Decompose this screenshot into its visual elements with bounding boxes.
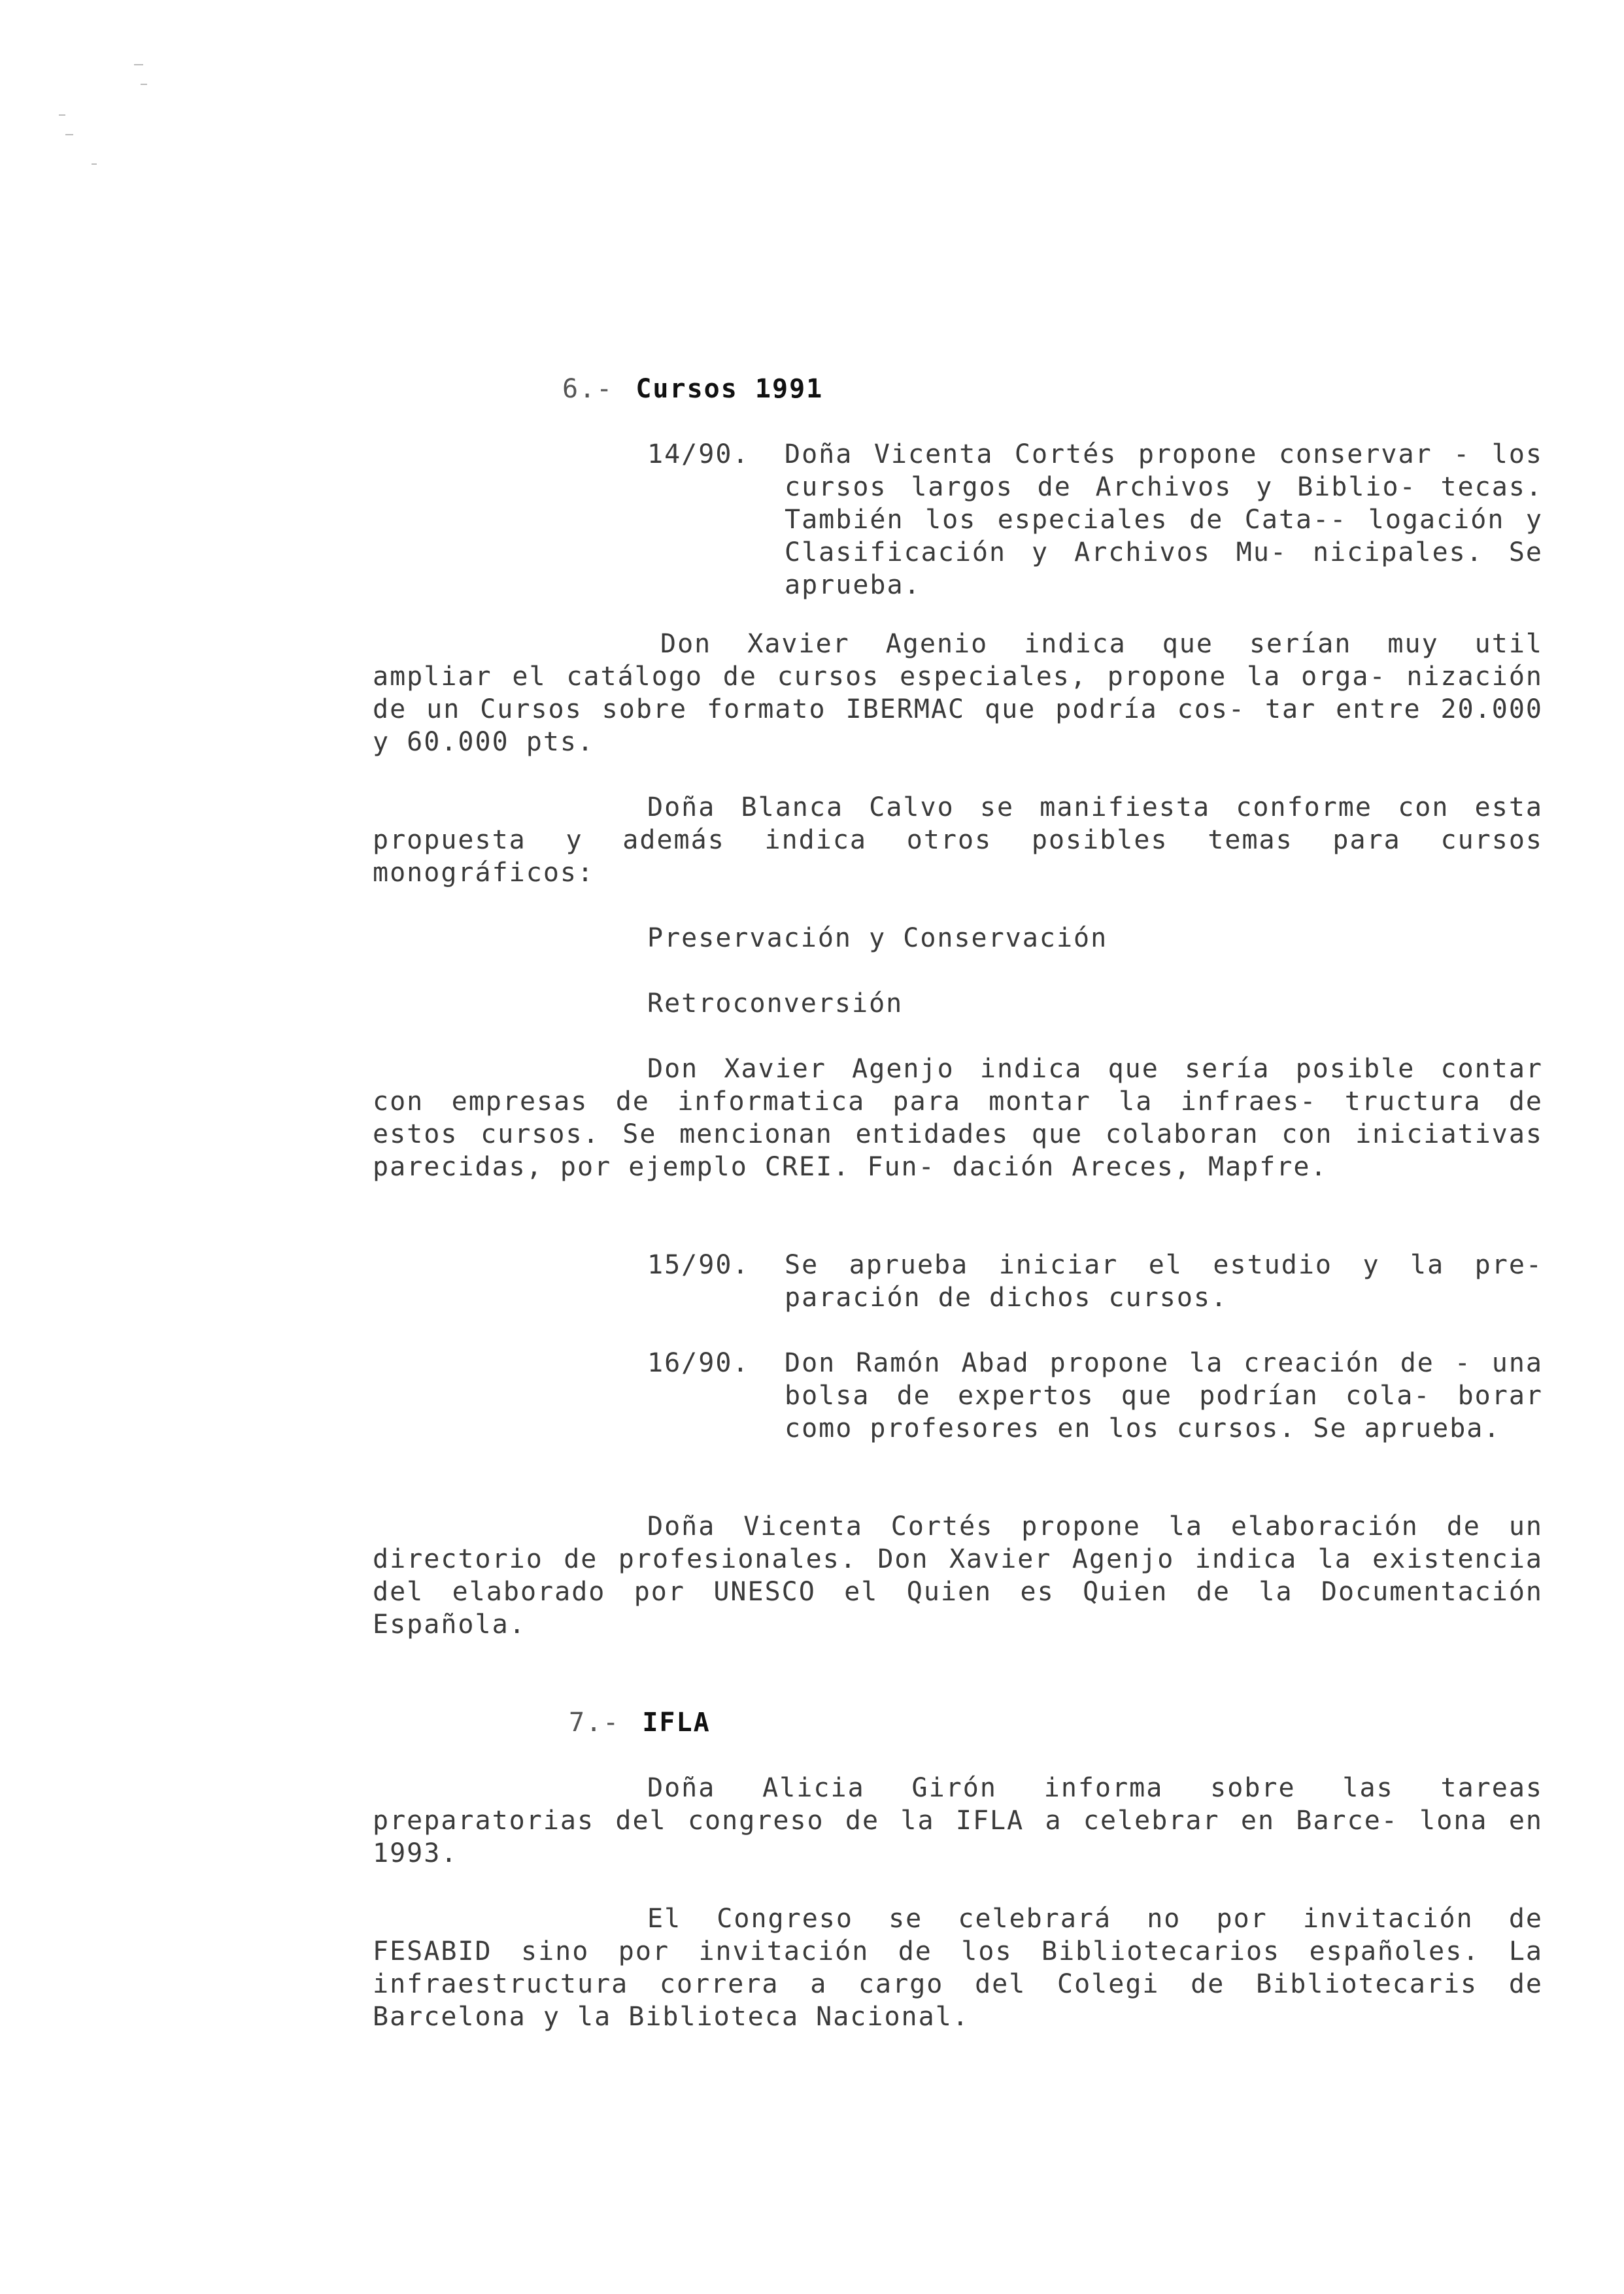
scan-speck — [141, 84, 147, 85]
section-number: 7.- — [569, 1708, 620, 1738]
paragraph-giron-congreso: Doña Alicia Girón informa sobre las tareas preparatorias del congreso de la IFLA a celebrar en Barce- lona en 1993. — [373, 1773, 1543, 1868]
section-number: 6.- — [562, 374, 614, 404]
resolution-number: 15/90. — [647, 1250, 750, 1280]
topic-item: Preservación y Conservación — [647, 923, 1108, 953]
resolution-16-90 — [647, 1347, 1543, 1445]
resolution-number: 14/90. — [647, 439, 750, 469]
topic-item: Retroconversión — [647, 988, 904, 1019]
paragraph-agenjo-catalogo: Don Xavier Agenio indica que serían muy util ampliar el catálogo de cursos especiales, propone la orga- nización de un Cursos sobre formato IBERMAC que podría cos- tar entre 20.000 y 60.000 pts. — [373, 629, 1543, 757]
section-title: IFLA — [642, 1708, 711, 1738]
section-title: Cursos 1991 — [635, 374, 824, 404]
paragraph-cortes-directorio: Doña Vicenta Cortés propone la elaboración de un directorio de profesionales. Don Xavier Agenjo indica la existencia del elaborado por UNESCO el Quien es Quien de la Documentación Española. — [373, 1511, 1543, 1640]
scan-speck — [59, 114, 65, 116]
section-6-heading — [562, 373, 823, 405]
section-7-heading — [569, 1706, 711, 1739]
scan-speck — [92, 163, 97, 165]
scan-speck — [134, 64, 143, 65]
paragraph-congreso-fesabid: El Congreso se celebrará no por invitación de FESABID sino por invitación de los Bibliotecarios españoles. La infraestructura correra a cargo del Colegi de Bibliotecaris de Barcelona y la Biblioteca Nacional. — [373, 1904, 1543, 2032]
resolution-text: Don Ramón Abad propone la creación de - una bolsa de expertos que podrían cola- borar como profesores en los cursos. Se aprueba. — [785, 1348, 1543, 1443]
resolution-text: Se aprueba iniciar el estudio y la pre- paración de dichos cursos. — [785, 1250, 1543, 1313]
scan-speck — [65, 134, 73, 135]
resolution-15-90 — [647, 1249, 1543, 1314]
resolution-number: 16/90. — [647, 1348, 750, 1378]
paragraph-calvo-propuesta: Doña Blanca Calvo se manifiesta conforme con esta propuesta y además indica otros posibles temas para cursos monográficos: — [373, 792, 1543, 888]
resolution-14-90 — [647, 438, 1543, 601]
resolution-text: Doña Vicenta Cortés propone conservar - los cursos largos de Archivos y Biblio- tecas. También los especiales de Cata-- logación y Clasificación y Archivos Mu- nicipales. Se aprueba. — [785, 439, 1543, 600]
paragraph-agenjo-empresas: Don Xavier Agenjo indica que sería posible contar con empresas de informatica para montar la infraes- tructura de estos cursos. Se mencionan entidades que colaboran con iniciativas parecidas, por ejemplo CREI. Fun- dación Areces, Mapfre. — [373, 1054, 1543, 1182]
